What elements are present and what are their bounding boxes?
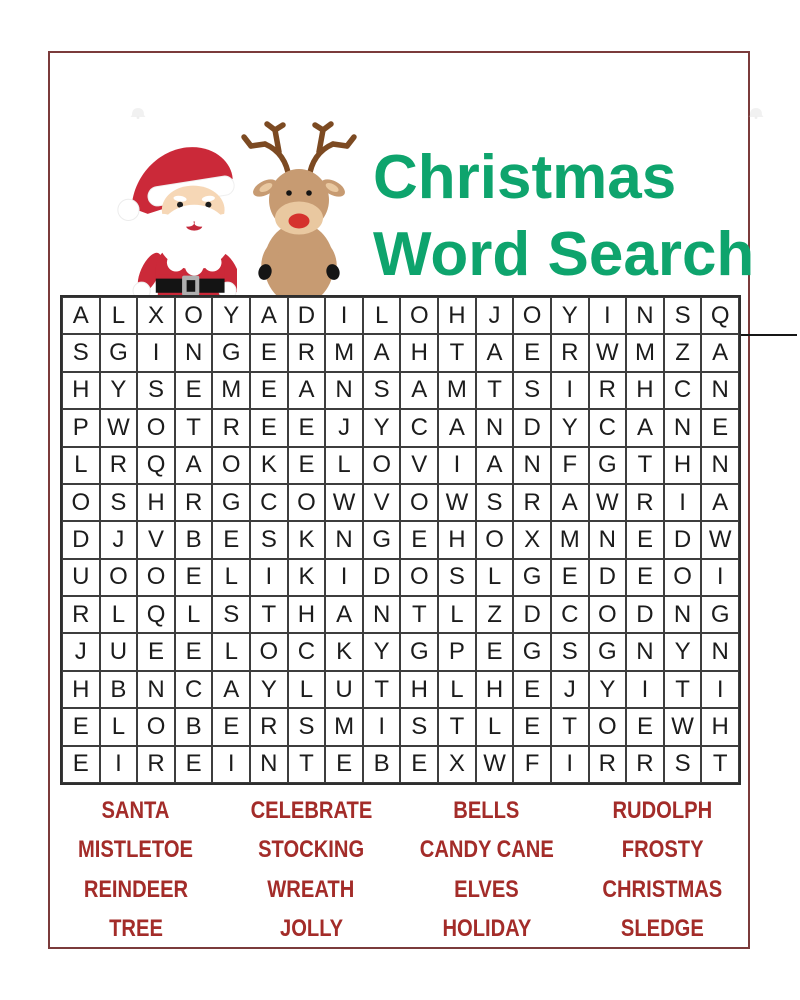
grid-cell: D [664,521,702,558]
grid-cell: S [62,334,100,371]
grid-cell: I [363,708,401,745]
grid-cell: D [626,596,664,633]
grid-cell: O [400,484,438,521]
grid-cell: Y [551,409,589,446]
grid-cell: T [400,596,438,633]
grid-cell: T [438,334,476,371]
grid-cell: I [701,671,739,708]
grid-cell: Y [212,297,250,334]
bell-icon [748,106,764,119]
grid-cell: A [476,447,514,484]
grid-cell: E [175,746,213,783]
grid-cell: Y [363,409,401,446]
grid-cell: H [438,297,476,334]
reindeer-illustration [237,115,361,313]
grid-cell: A [701,334,739,371]
word-label: REINDEER [83,875,188,903]
grid-cell: M [325,334,363,371]
grid-cell: S [664,746,702,783]
grid-cell: R [250,708,288,745]
grid-cell: C [664,372,702,409]
grid-cell: X [513,521,551,558]
grid-cell: M [438,372,476,409]
word-label: BELLS [453,796,520,824]
grid-cell: E [400,746,438,783]
page-title-line2: Word Search [373,220,755,289]
grid-cell: L [100,297,138,334]
grid-cell: M [626,334,664,371]
grid-cell: M [325,708,363,745]
grid-cell: E [325,746,363,783]
grid-cell: Y [589,671,627,708]
grid-cell: R [137,746,175,783]
grid-cell: R [551,334,589,371]
grid-cell: I [325,559,363,596]
word-list-item [224,831,400,871]
grid-cell: N [175,334,213,371]
word-list-item [399,870,575,910]
grid-cell: V [137,521,175,558]
grid-cell: N [626,633,664,670]
grid-cell: S [288,708,326,745]
grid-cell: K [288,559,326,596]
word-list-item [48,910,224,950]
grid-cell: N [325,521,363,558]
grid-cell: T [175,409,213,446]
grid-cell: P [438,633,476,670]
grid-cell: O [250,633,288,670]
page-title-line1: Christmas [373,143,677,212]
grid-cell: K [288,521,326,558]
grid-cell: C [288,633,326,670]
grid-cell: N [701,447,739,484]
grid-cell: R [589,746,627,783]
grid-cell: N [701,633,739,670]
grid-cell: E [288,409,326,446]
grid-cell: H [701,708,739,745]
grid-cell: N [701,372,739,409]
grid-cell: L [212,633,250,670]
grid-cell: L [100,708,138,745]
grid-cell: O [137,559,175,596]
grid-cell: E [626,708,664,745]
grid-cell: A [701,484,739,521]
grid-cell: E [513,671,551,708]
grid-cell: V [400,447,438,484]
grid-cell: O [476,521,514,558]
grid-cell: T [626,447,664,484]
grid-cell: A [212,671,250,708]
grid-cell: D [589,559,627,596]
grid-cell: W [438,484,476,521]
grid-cell: E [288,447,326,484]
grid-cell: C [400,409,438,446]
word-label: MISTLETOE [78,836,194,864]
grid-cell: N [664,596,702,633]
grid-cell: E [626,521,664,558]
grid-cell: O [400,559,438,596]
grid-cell: I [212,746,250,783]
word-label: TREE [108,915,163,943]
grid-cell: R [626,484,664,521]
grid-cell: L [438,671,476,708]
word-list-item [575,870,751,910]
word-list-item [399,910,575,950]
grid-cell: O [100,559,138,596]
word-list-item [399,831,575,871]
grid-cell: R [288,334,326,371]
grid-cell: T [701,746,739,783]
grid-cell: H [137,484,175,521]
word-label: CANDY CANE [419,836,554,864]
grid-cell: S [476,484,514,521]
grid-cell: I [325,297,363,334]
grid-cell: O [137,708,175,745]
grid-cell: H [626,372,664,409]
grid-cell: M [212,372,250,409]
grid-cell: E [701,409,739,446]
grid-cell: F [551,447,589,484]
word-label: CELEBRATE [250,796,373,824]
grid-cell: O [589,596,627,633]
grid-cell: S [400,708,438,745]
grid-cell: H [62,372,100,409]
grid-cell: L [476,708,514,745]
grid-cell: E [476,633,514,670]
grid-cell: W [100,409,138,446]
page-title [373,139,793,293]
grid-cell: O [363,447,401,484]
word-label: JOLLY [279,915,343,943]
grid-cell: E [62,708,100,745]
bell-icon [130,106,146,119]
grid-cell: E [175,633,213,670]
grid-cell: W [664,708,702,745]
word-label: STOCKING [258,836,365,864]
grid-cell: E [62,746,100,783]
grid-cell: G [589,633,627,670]
grid-cell: U [62,559,100,596]
grid-cell: L [175,596,213,633]
grid-cell: J [325,409,363,446]
grid-cell: C [589,409,627,446]
grid-cell: R [513,484,551,521]
grid-cell: I [137,334,175,371]
grid-cell: I [626,671,664,708]
grid-cell: E [551,559,589,596]
grid-cell: G [589,447,627,484]
grid-cell: N [250,746,288,783]
grid-cell: G [212,484,250,521]
grid-cell: A [288,372,326,409]
grid-cell: H [400,334,438,371]
grid-cell: G [363,521,401,558]
grid-cell: I [701,559,739,596]
grid-cell: Y [664,633,702,670]
grid-cell: S [363,372,401,409]
grid-cell: T [438,708,476,745]
word-search-grid [60,295,741,785]
grid-cell: A [62,297,100,334]
grid-cell: S [100,484,138,521]
grid-cell: L [325,447,363,484]
grid-cell: J [551,671,589,708]
grid-cell: N [589,521,627,558]
word-list-item [575,831,751,871]
grid-cell: A [551,484,589,521]
grid-cell: S [664,297,702,334]
grid-cell: H [400,671,438,708]
grid-cell: R [100,447,138,484]
grid-cell: O [288,484,326,521]
grid-cell: B [100,671,138,708]
grid-cell: G [701,596,739,633]
grid-cell: W [589,484,627,521]
grid-cell: I [589,297,627,334]
grid-cell: H [438,521,476,558]
word-list-item [575,910,751,950]
grid-cell: L [100,596,138,633]
grid-cell: K [325,633,363,670]
grid-cell: I [664,484,702,521]
grid-cell: C [551,596,589,633]
grid-cell: R [626,746,664,783]
grid-cell: Z [476,596,514,633]
grid-cell: J [62,633,100,670]
grid-cell: W [701,521,739,558]
grid-cell: T [551,708,589,745]
grid-cell: S [212,596,250,633]
grid-cell: N [513,447,551,484]
grid-cell: N [363,596,401,633]
grid-cell: H [476,671,514,708]
grid-cell: E [513,708,551,745]
grid-cell: E [212,521,250,558]
grid-cell: C [250,484,288,521]
grid-cell: A [438,409,476,446]
grid-cell: U [325,671,363,708]
grid-cell: W [589,334,627,371]
grid-cell: A [626,409,664,446]
grid-cell: X [438,746,476,783]
grid-cell: R [175,484,213,521]
grid-cell: R [62,596,100,633]
grid-cell: U [100,633,138,670]
word-list-item [224,910,400,950]
grid-cell: T [476,372,514,409]
santa-illustration [113,135,237,313]
grid-cell: R [589,372,627,409]
grid-cell: L [476,559,514,596]
grid-cell: J [100,521,138,558]
grid-cell: D [62,521,100,558]
grid-cell: O [664,559,702,596]
grid-cell: S [137,372,175,409]
grid-cell: E [250,372,288,409]
grid-cell: W [325,484,363,521]
grid-cell: S [438,559,476,596]
grid-cell: C [175,671,213,708]
grid-cell: T [288,746,326,783]
grid-cell: O [400,297,438,334]
word-label: SLEDGE [620,915,704,943]
grid-cell: A [363,334,401,371]
word-label: CHRISTMAS [602,875,723,903]
grid-cell: D [513,409,551,446]
word-list [48,791,750,949]
grid-cell: G [400,633,438,670]
grid-cell: A [476,334,514,371]
grid-cell: O [137,409,175,446]
grid-cell: G [100,334,138,371]
grid-cell: H [62,671,100,708]
grid-cell: A [250,297,288,334]
grid-cell: Y [250,671,288,708]
grid-cell: T [363,671,401,708]
grid-cell: I [100,746,138,783]
grid-cell: Q [137,447,175,484]
grid-cell: I [551,372,589,409]
grid-cell: Q [137,596,175,633]
grid-cell: N [626,297,664,334]
grid-cell: E [212,708,250,745]
word-label: FROSTY [621,836,704,864]
grid-cell: D [363,559,401,596]
grid-cell: N [664,409,702,446]
grid-cell: Z [664,334,702,371]
grid-cell: A [400,372,438,409]
grid-cell: P [62,409,100,446]
grid-cell: L [288,671,326,708]
grid-cell: Q [701,297,739,334]
grid-cell: S [513,372,551,409]
grid-cell: H [288,596,326,633]
word-list-item [48,870,224,910]
grid-cell: S [551,633,589,670]
grid-cell: L [438,596,476,633]
grid-cell: D [513,596,551,633]
grid-cell: Y [363,633,401,670]
grid-cell: I [250,559,288,596]
word-label: ELVES [454,875,520,903]
grid-cell: R [212,409,250,446]
grid-cell: M [551,521,589,558]
grid-cell: T [250,596,288,633]
grid-cell: E [400,521,438,558]
grid-cell: L [212,559,250,596]
grid-cell: L [62,447,100,484]
grid-cell: O [212,447,250,484]
word-label: RUDOLPH [612,796,713,824]
grid-cell: O [513,297,551,334]
grid-cell: E [137,633,175,670]
word-list-item [224,791,400,831]
grid-cell: S [250,521,288,558]
grid-cell: J [476,297,514,334]
word-list-item [575,791,751,831]
word-list-item [48,831,224,871]
word-list-item [399,791,575,831]
grid-cell: N [325,372,363,409]
grid-cell: E [250,334,288,371]
grid-cell: N [476,409,514,446]
word-list-item [48,791,224,831]
word-list-item [224,870,400,910]
grid-cell: G [212,334,250,371]
word-label: WREATH [267,875,355,903]
grid-cell: G [513,633,551,670]
grid-cell: W [476,746,514,783]
grid-cell: V [363,484,401,521]
grid-cell: E [175,559,213,596]
grid-cell: E [626,559,664,596]
grid-cell: T [664,671,702,708]
grid-cell: B [175,708,213,745]
grid-cell: G [513,559,551,596]
grid-cell: K [250,447,288,484]
grid-cell: F [513,746,551,783]
grid-cell: I [551,746,589,783]
grid-cell: E [250,409,288,446]
word-label: HOLIDAY [442,915,532,943]
grid-cell: X [137,297,175,334]
grid-cell: O [62,484,100,521]
grid-cell: O [175,297,213,334]
grid-cell: O [589,708,627,745]
grid-cell: B [175,521,213,558]
grid-cell: B [363,746,401,783]
grid-cell: D [288,297,326,334]
grid-cell: Y [551,297,589,334]
grid-cell: E [513,334,551,371]
grid-cell: N [137,671,175,708]
grid-cell: L [363,297,401,334]
grid-cell: E [175,372,213,409]
grid-cell: Y [100,372,138,409]
word-label: SANTA [101,796,170,824]
grid-cell: A [325,596,363,633]
grid-cell: I [438,447,476,484]
grid-cell: H [664,447,702,484]
grid-cell: A [175,447,213,484]
